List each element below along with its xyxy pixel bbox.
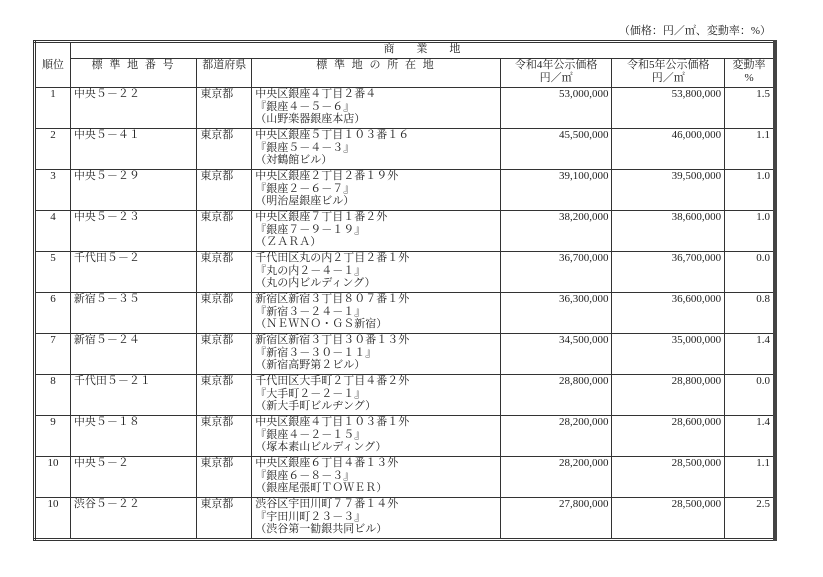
table-row [35,170,776,211]
code: 中央５－２９ [70,170,196,211]
rank: 10 [35,498,71,540]
header-price-r4-label: 令和4年公示価格 [514,59,598,71]
building-name: （銀座尾張町ＴＯＷＥＲ） [255,482,388,495]
display-address: 『銀座５－４－３』 [255,141,355,154]
table-row [35,416,776,457]
header-group: 商 業 地 [70,42,775,59]
prefecture: 東京都 [197,498,252,540]
prefecture: 東京都 [197,416,252,457]
price-r5: 28,500,000 [612,457,725,498]
table-row [35,129,776,170]
prefecture: 東京都 [197,252,252,293]
prefecture: 東京都 [197,375,252,416]
price-r5: 35,000,000 [612,334,725,375]
price-r4: 34,500,000 [500,334,612,375]
header-price-r4-unit: 円／㎡ [539,71,573,84]
display-address: 『銀座６－８－３』 [255,469,355,482]
address: 中央区銀座４丁目１０３番１外 [255,416,410,428]
prefecture: 東京都 [197,129,252,170]
location [252,375,501,416]
table-row [35,211,776,252]
price-r5: 36,600,000 [612,293,725,334]
building-name: （渋谷第一勧銀共同ビル） [255,523,388,536]
rank: 7 [35,334,71,375]
price-r5: 28,800,000 [612,375,725,416]
price-r4: 28,200,000 [500,416,612,457]
code: 中央５－２３ [70,211,196,252]
header-price-r5-unit: 円／㎡ [651,71,685,84]
header-change-unit: % [744,71,754,84]
location [252,170,501,211]
header-price-r5-label: 令和5年公示価格 [627,59,710,71]
price-r5: 28,600,000 [612,416,725,457]
address: 新宿区新宿３丁目８０７番１外 [255,293,410,305]
price-r5: 39,500,000 [612,170,725,211]
table-row [35,88,776,129]
price-r4: 39,100,000 [500,170,612,211]
display-address: 『銀座４－２－１５』 [255,428,366,441]
display-address: 『銀座２－６－７』 [255,182,355,195]
rank: 10 [35,457,71,498]
table-row [35,498,776,540]
prefecture: 東京都 [197,293,252,334]
display-address: 『丸の内２－４－１』 [255,264,366,277]
price-r4: 36,300,000 [500,293,612,334]
price-r4: 28,800,000 [500,375,612,416]
building-name: （丸の内ビルディング） [255,277,376,290]
code: 中央５－２２ [70,88,196,129]
code: 渋谷５－２２ [70,498,196,540]
code: 千代田５－２ [70,252,196,293]
building-name: （ＺＡＲＡ） [255,236,322,249]
price-r4: 45,500,000 [500,129,612,170]
price-r4: 36,700,000 [500,252,612,293]
header-rank: 順位 [35,42,71,88]
code: 新宿５－２４ [70,334,196,375]
display-address: 『銀座７－９－１９』 [255,223,366,236]
price-r5: 53,800,000 [612,88,725,129]
code: 新宿５－３５ [70,293,196,334]
building-name: （塚本素山ビルディング） [255,441,387,454]
change-rate: 1.4 [725,416,775,457]
location [252,416,501,457]
price-r5: 28,500,000 [612,498,725,540]
rank: 6 [35,293,71,334]
location [252,334,501,375]
rank: 4 [35,211,71,252]
unit-note: （価格：円／㎡、変動率：%） [618,25,771,37]
building-name: （新大手町ビルヂング） [255,400,377,413]
change-rate: 1.1 [725,129,775,170]
change-rate: 2.5 [725,498,775,540]
building-name: （明治屋銀座ビル） [255,195,355,208]
location [252,457,501,498]
address: 千代田区大手町２丁目４番２外 [255,375,410,387]
change-rate: 0.0 [725,375,775,416]
table-row [35,293,776,334]
change-rate: 1.5 [725,88,775,129]
table-row [35,252,776,293]
code: 千代田５－２１ [70,375,196,416]
address: 中央区銀座２丁目２番１９外 [255,170,399,182]
header-code: 標 準 地 番 号 [70,59,196,88]
header-change [725,59,775,88]
change-rate: 1.0 [725,211,775,252]
prefecture: 東京都 [197,457,252,498]
location [252,88,501,129]
rank: 5 [35,252,71,293]
code: 中央５－１８ [70,416,196,457]
table-row [35,457,776,498]
location [252,211,501,252]
table-row [35,375,776,416]
address: 中央区銀座４丁目２番４ [255,88,377,100]
price-r4: 53,000,000 [500,88,612,129]
location [252,252,501,293]
location [252,498,501,540]
header-pref: 都道府県 [197,59,252,88]
building-name: （対鶴館ビル） [255,154,333,167]
location [252,129,501,170]
address: 中央区銀座６丁目４番１３外 [255,457,399,469]
display-address: 『新宿３－２４－１』 [255,305,366,318]
display-address: 『大手町２－２－１』 [255,387,366,400]
rank: 2 [35,129,71,170]
change-rate: 0.8 [725,293,775,334]
address: 渋谷区宇田川町７７番１４外 [255,498,399,510]
header-price-r4 [500,59,612,88]
code: 中央５－４１ [70,129,196,170]
prefecture: 東京都 [197,211,252,252]
change-rate: 1.0 [725,170,775,211]
rank: 3 [35,170,71,211]
change-rate: 1.1 [725,457,775,498]
prefecture: 東京都 [197,170,252,211]
building-name: （新宿高野第２ビル） [255,359,366,372]
address: 中央区銀座７丁目１番２外 [255,211,388,223]
change-rate: 0.0 [725,252,775,293]
rank: 9 [35,416,71,457]
price-r5: 46,000,000 [612,129,725,170]
prefecture: 東京都 [197,88,252,129]
rank: 1 [35,88,71,129]
header-price-r5 [612,59,725,88]
price-r5: 38,600,000 [612,211,725,252]
header-change-label: 変動率 [732,59,766,71]
table-row [35,334,776,375]
price-r4: 27,800,000 [500,498,612,540]
location [252,293,501,334]
address: 千代田区丸の内２丁目２番１外 [255,252,410,264]
price-r5: 36,700,000 [612,252,725,293]
building-name: （山野楽器銀座本店） [255,113,366,126]
rank: 8 [35,375,71,416]
price-r4: 28,200,000 [500,457,612,498]
code: 中央５－２ [70,457,196,498]
display-address: 『銀座４－５－６』 [255,100,355,113]
prefecture: 東京都 [197,334,252,375]
header-address: 標 準 地 の 所 在 地 [252,59,501,88]
building-name: （ＮＥＷＮＯ・ＧＳ新宿） [255,318,388,331]
display-address: 『宇田川町２３－３』 [255,510,366,523]
display-address: 『新宿３－３０－１１』 [255,346,377,359]
land-price-table [33,40,777,541]
change-rate: 1.4 [725,334,775,375]
price-r4: 38,200,000 [500,211,612,252]
address: 新宿区新宿３丁目３０番１３外 [255,334,410,346]
address: 中央区銀座５丁目１０３番１６ [255,129,410,141]
